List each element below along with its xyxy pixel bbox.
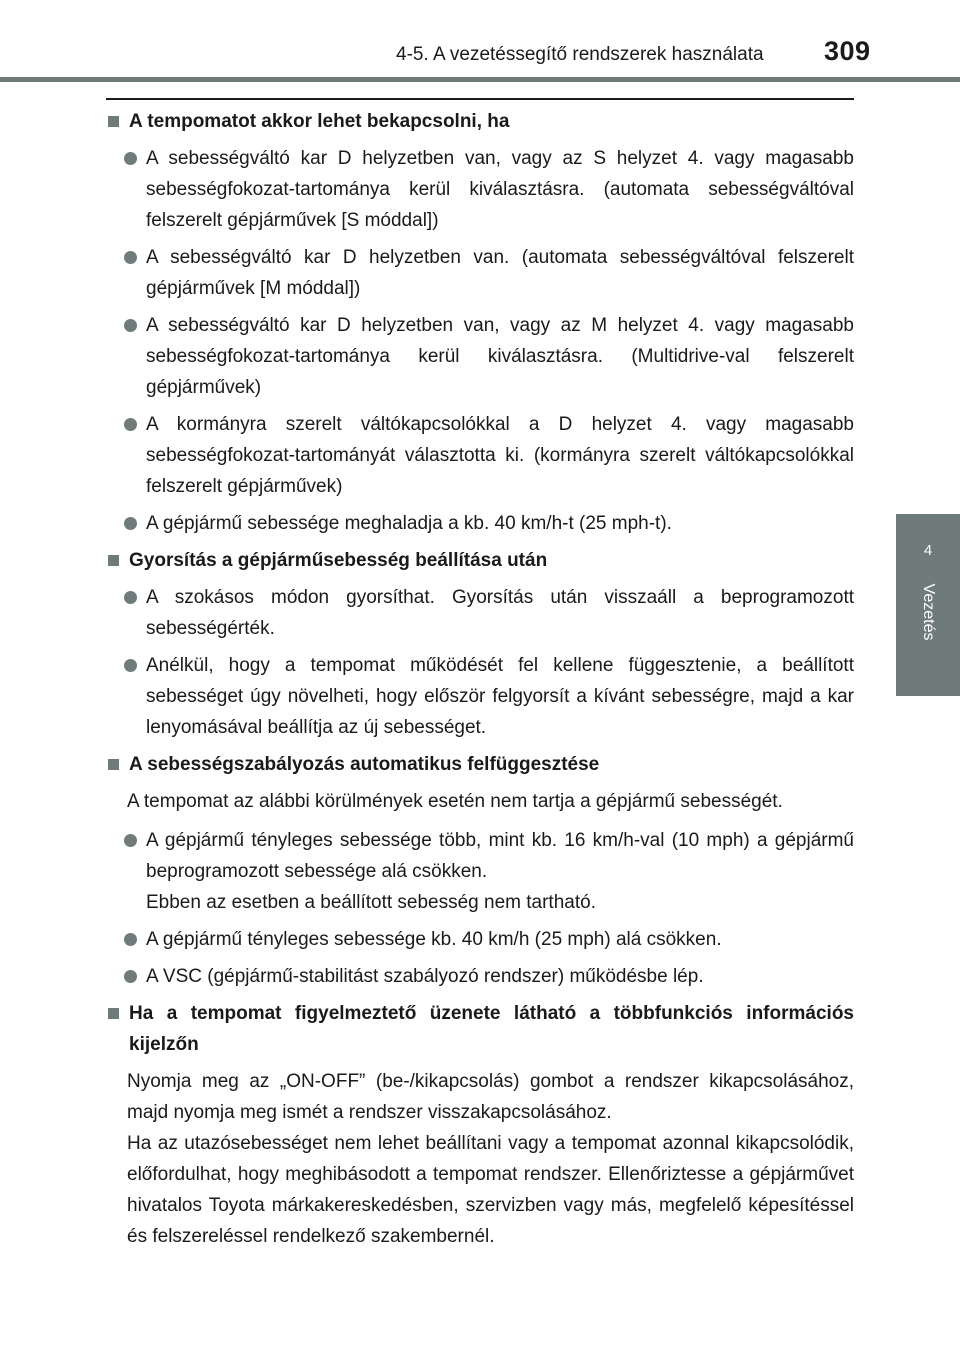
chapter-number: 4: [923, 542, 933, 559]
list-item: [106, 961, 854, 992]
list-item-text: Anélkül, hogy a tempomat működését fel kellene függesztenie, a beállított sebességet úgy növelheti, hogy először felgyorsít a kívánt sebességre, majd a kar lenyomásával beállítja az új sebességet.: [146, 655, 854, 738]
square-bullet-icon: [108, 1008, 119, 1019]
page-number: 309: [824, 36, 871, 66]
section-activation-conditions: [106, 106, 854, 539]
list-item-text: A kormányra szerelt váltókapcsolókkal a D helyzet 4. vagy magasabb sebességfokozat-tartományát választotta ki. (kormányra szerelt váltókapcsolókkal felszerelt gépjárművek): [146, 414, 854, 497]
round-bullet-icon: [124, 834, 137, 847]
list-item-text: A VSC (gépjármű-stabilitást szabályozó rendszer) működésbe lép.: [146, 966, 704, 987]
round-bullet-icon: [124, 970, 137, 983]
list-item-text: A gépjármű tényleges sebessége több, mint kb. 16 km/h-val (10 mph) a gépjármű beprogramozott sebessége alá csökken. Ebben az esetben a beállított sebesség nem tartható.: [146, 830, 854, 913]
round-bullet-icon: [124, 517, 137, 530]
list-item: [106, 650, 854, 743]
section-heading-text: Ha a tempomat figyelmeztető üzenete látható a többfunkciós információs kijelzőn: [129, 1003, 854, 1055]
round-bullet-icon: [124, 591, 137, 604]
section-heading-text: A sebességszabályozás automatikus felfüggesztése: [129, 754, 600, 775]
section-heading: [106, 106, 854, 137]
chapter-side-tab: [896, 514, 960, 696]
list-item: [106, 582, 854, 644]
section-heading-text: Gyorsítás a gépjárműsebesség beállítása után: [129, 550, 548, 571]
round-bullet-icon: [124, 319, 137, 332]
list-item: [106, 825, 854, 918]
round-bullet-icon: [124, 251, 137, 264]
square-bullet-icon: [108, 555, 119, 566]
section-heading: [106, 545, 854, 576]
list-item: [106, 310, 854, 403]
square-bullet-icon: [108, 759, 119, 770]
square-bullet-icon: [108, 116, 119, 127]
content-top-rule: [106, 98, 854, 100]
section-acceleration: [106, 545, 854, 743]
section-body: Nyomja meg az „ON-OFF” (be-/kikapcsolás) gombot a rendszer kikapcsolásához, majd nyomja meg ismét a rendszer visszakapcsolásához. Ha az utazósebességet nem lehet beállítani vagy a tempomat azonnal kikapcsolódik, előfordulhat, hogy meghibásodott a tempomat rendszer. Ellenőriztesse a gépjárművet hivatalos Toyota márkakereskedésben, szervizben vagy más, megfelelő képesítéssel és felszereléssel rendelkező szakembernél.: [127, 1071, 854, 1247]
list-item: [106, 242, 854, 304]
list-item: [106, 508, 854, 539]
list-item-text: A sebességváltó kar D helyzetben van. (automata sebességváltóval felszerelt gépjárművek [M móddal]): [146, 247, 854, 299]
page-content: [106, 106, 854, 1255]
section-warning-message: [106, 998, 854, 1252]
section-heading: [106, 749, 854, 780]
list-item: [106, 409, 854, 502]
round-bullet-icon: [124, 418, 137, 431]
section-heading: [106, 998, 854, 1060]
header-rule: [0, 77, 960, 82]
section-heading-text: A tempomatot akkor lehet bekapcsolni, ha: [129, 111, 510, 132]
round-bullet-icon: [124, 933, 137, 946]
section-intro: A tempomat az alábbi körülmények esetén nem tartja a gépjármű sebességét.: [127, 791, 783, 812]
section-automatic-cancel: [106, 749, 854, 992]
list-item: [106, 143, 854, 236]
list-item-text: A gépjármű sebessége meghaladja a kb. 40 km/h-t (25 mph-t).: [146, 513, 672, 534]
round-bullet-icon: [124, 152, 137, 165]
list-item-text: A gépjármű tényleges sebessége kb. 40 km/h (25 mph) alá csökken.: [146, 929, 722, 950]
list-item-text: A sebességváltó kar D helyzetben van, vagy az S helyzet 4. vagy magasabb sebességfokozat-tartománya kerül kiválasztásra. (automata sebességváltóval felszerelt gépjárművek [S móddal]): [146, 148, 854, 231]
list-item: [106, 924, 854, 955]
list-item-text: A sebességváltó kar D helyzetben van, vagy az M helyzet 4. vagy magasabb sebességfokozat-tartománya kerül kiválasztásra. (Multidrive-val felszerelt gépjárművek): [146, 315, 854, 398]
chapter-label: Vezetés: [920, 583, 937, 641]
list-item-text: A szokásos módon gyorsíthat. Gyorsítás után visszaáll a beprogramozott sebességérték.: [146, 587, 854, 639]
running-header-title: 4-5. A vezetéssegítő rendszerek használata: [396, 44, 764, 65]
round-bullet-icon: [124, 659, 137, 672]
